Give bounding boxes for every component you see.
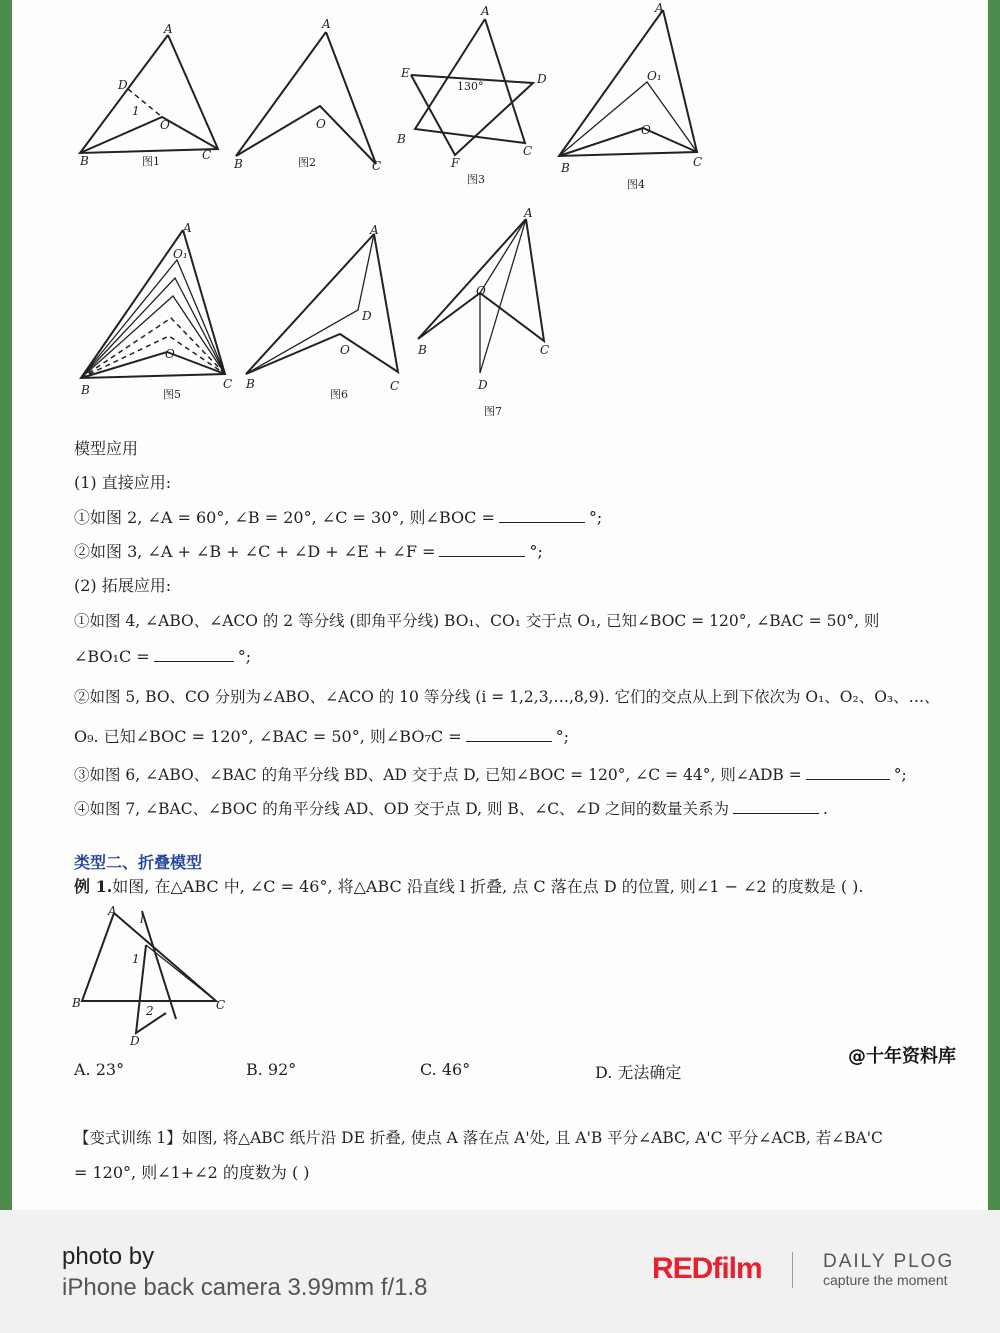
fig3-label-A: A — [481, 4, 490, 18]
question-1-1-text: ①如图 2, ∠A = 60°, ∠B = 20°, ∠C = 30°, 则∠BOC = — [74, 508, 495, 527]
fig5-label-A: A — [183, 221, 192, 235]
example-1-label: 例 1. — [74, 877, 113, 896]
example-label-C: C — [216, 998, 226, 1012]
fig6-caption: 图6 — [330, 388, 348, 401]
fig2-caption: 图2 — [298, 156, 316, 169]
fig1-label-C: C — [202, 148, 212, 162]
fig3-label-C: C — [523, 144, 533, 158]
variant-1-line2: = 120°, 则∠1+∠2 的度数为 ( ) — [74, 1163, 310, 1182]
section-title: 模型应用 — [74, 439, 139, 458]
plog-title: DAILY PLOG — [823, 1251, 955, 1272]
question-2-4-end: . — [823, 800, 828, 818]
brand-logo: REDfilm — [652, 1252, 762, 1285]
fig4-label-A: A — [655, 1, 664, 15]
question-2-2-line2 — [74, 724, 569, 747]
fig7-label-B: B — [418, 343, 427, 357]
figure-5 — [75, 222, 240, 407]
fig1-label-O: O — [160, 118, 170, 132]
answer-blank[interactable] — [733, 799, 819, 814]
fig7-label-O: O — [476, 284, 486, 298]
answer-blank[interactable] — [806, 765, 890, 780]
fig3-label-F: F — [451, 156, 460, 170]
question-2-1-unit: °; — [237, 647, 252, 666]
fig2-label-B: B — [234, 157, 243, 171]
question-2-3-unit: °; — [893, 766, 907, 784]
footer-divider — [792, 1252, 793, 1288]
fig6-label-D: D — [362, 309, 372, 323]
example-label-one: 1 — [132, 952, 140, 966]
answer-blank[interactable] — [466, 727, 552, 742]
example-1-text: 如图, 在△ABC 中, ∠C = 46°, 将△ABC 沿直线 l 折叠, 点 C 落在点 D 的位置, 则∠1 − ∠2 的度数是 ( ). — [112, 877, 864, 896]
fig4-caption: 图4 — [627, 178, 645, 191]
question-2-2-line1: ②如图 5, BO、CO 分别为∠ABO、∠ACO 的 10 等分线 (i = 1,2,3,…,8,9). 它们的交点从上到下依次为 O₁、O₂、O₃、…、 — [74, 688, 940, 706]
example-1 — [74, 874, 864, 897]
fig4-label-O: O — [641, 123, 651, 137]
figure-2 — [228, 18, 398, 178]
photo-by-label: photo by — [62, 1243, 155, 1270]
question-1-2-unit: °; — [529, 542, 543, 561]
fig6-label-C: C — [390, 379, 400, 393]
fig6-label-A: A — [370, 223, 379, 237]
question-2-2-text: O₉. 已知∠BOC = 120°, ∠BAC = 50°, 则∠BO₇C = — [74, 727, 462, 746]
fig1-label-D: D — [118, 78, 128, 92]
fig4-label-C: C — [693, 155, 703, 169]
example-label-two: 2 — [146, 1004, 154, 1018]
fig7-label-D: D — [478, 378, 488, 392]
fig2-label-C: C — [372, 159, 382, 173]
question-1-1 — [74, 505, 602, 528]
question-2-2-unit: °; — [555, 727, 570, 746]
subsection-direct: (1) 直接应用: — [74, 473, 172, 492]
figure-6 — [240, 222, 410, 407]
fig7-label-C: C — [540, 343, 550, 357]
fig5-label-B: B — [81, 383, 90, 397]
variant-1-line1: 【变式训练 1】如图, 将△ABC 纸片沿 DE 折叠, 使点 A 落在点 A'处, 且 A'B 平分∠ABC, A'C 平分∠ACB, 若∠BA'C — [74, 1129, 883, 1147]
camera-info: iPhone back camera 3.99mm f/1.8 — [62, 1274, 428, 1301]
fig1-caption: 图1 — [142, 155, 160, 168]
plog-subtitle: capture the moment — [823, 1272, 948, 1288]
fig2-label-A: A — [322, 17, 331, 31]
fig4-label-B: B — [561, 161, 570, 175]
example-1-figure — [70, 905, 240, 1050]
answer-blank[interactable] — [154, 647, 234, 662]
fig6-label-O: O — [340, 343, 350, 357]
fig3-label-E: E — [401, 66, 410, 80]
answer-blank[interactable] — [439, 542, 525, 557]
question-1-1-unit: °; — [588, 508, 603, 527]
fig1-label-A: A — [164, 22, 173, 36]
question-2-4 — [74, 797, 828, 819]
fig7-label-A: A — [524, 206, 533, 220]
fig5-caption: 图5 — [163, 388, 181, 401]
question-2-1-line1: ①如图 4, ∠ABO、∠ACO 的 2 等分线 (即角平分线) BO₁、CO₁ 交于点 O₁, 已知∠BOC = 120°, ∠BAC = 50°, 则 — [74, 612, 880, 630]
fig1-label-B: B — [80, 154, 89, 168]
fig4-label-O1: O₁ — [647, 69, 662, 83]
figure-7 — [410, 205, 570, 420]
watermark: @十年资料库 — [848, 1046, 956, 1067]
figure-3 — [395, 5, 555, 190]
question-2-1-line2 — [74, 647, 251, 666]
option-d[interactable]: D. 无法确定 — [595, 1063, 682, 1082]
question-2-3-text: ③如图 6, ∠ABO、∠BAC 的角平分线 BD、AD 交于点 D, 已知∠BOC = 120°, ∠C = 44°, 则∠ADB = — [74, 766, 802, 784]
question-2-4-text: ④如图 7, ∠BAC、∠BOC 的角平分线 AD、OD 交于点 D, 则 B、∠C、∠D 之间的数量关系为 — [74, 800, 730, 818]
question-1-2-text: ②如图 3, ∠A + ∠B + ∠C + ∠D + ∠E + ∠F = — [74, 542, 436, 561]
option-c[interactable]: C. 46° — [420, 1060, 471, 1079]
fig3-label-D: D — [537, 72, 547, 86]
example-label-D: D — [130, 1034, 140, 1048]
example-label-B: B — [72, 996, 81, 1010]
fig2-label-O: O — [316, 117, 326, 131]
example-label-A: A — [108, 904, 117, 918]
fig3-label-angle: 130° — [457, 80, 484, 93]
fig3-label-B: B — [397, 132, 406, 146]
fig3-caption: 图3 — [467, 173, 485, 186]
answer-blank[interactable] — [499, 508, 585, 523]
option-a[interactable]: A. 23° — [74, 1060, 125, 1079]
fig5-label-O1: O₁ — [173, 247, 188, 261]
fig5-label-C: C — [223, 377, 233, 391]
fig5-label-O: O — [165, 347, 175, 361]
question-2-3 — [74, 763, 907, 785]
question-1-2 — [74, 539, 543, 562]
fig7-caption: 图7 — [484, 405, 502, 418]
type2-title: 类型二、折叠模型 — [74, 853, 203, 872]
option-b[interactable]: B. 92° — [246, 1060, 297, 1079]
figure-4 — [555, 0, 715, 195]
figure-1 — [70, 22, 230, 175]
fig6-label-B: B — [246, 377, 255, 391]
question-2-1-text: ∠BO₁C = — [74, 647, 150, 666]
example-label-l: l — [140, 912, 144, 926]
fig1-label-one: 1 — [132, 104, 140, 118]
subsection-extended: (2) 拓展应用: — [74, 576, 172, 595]
